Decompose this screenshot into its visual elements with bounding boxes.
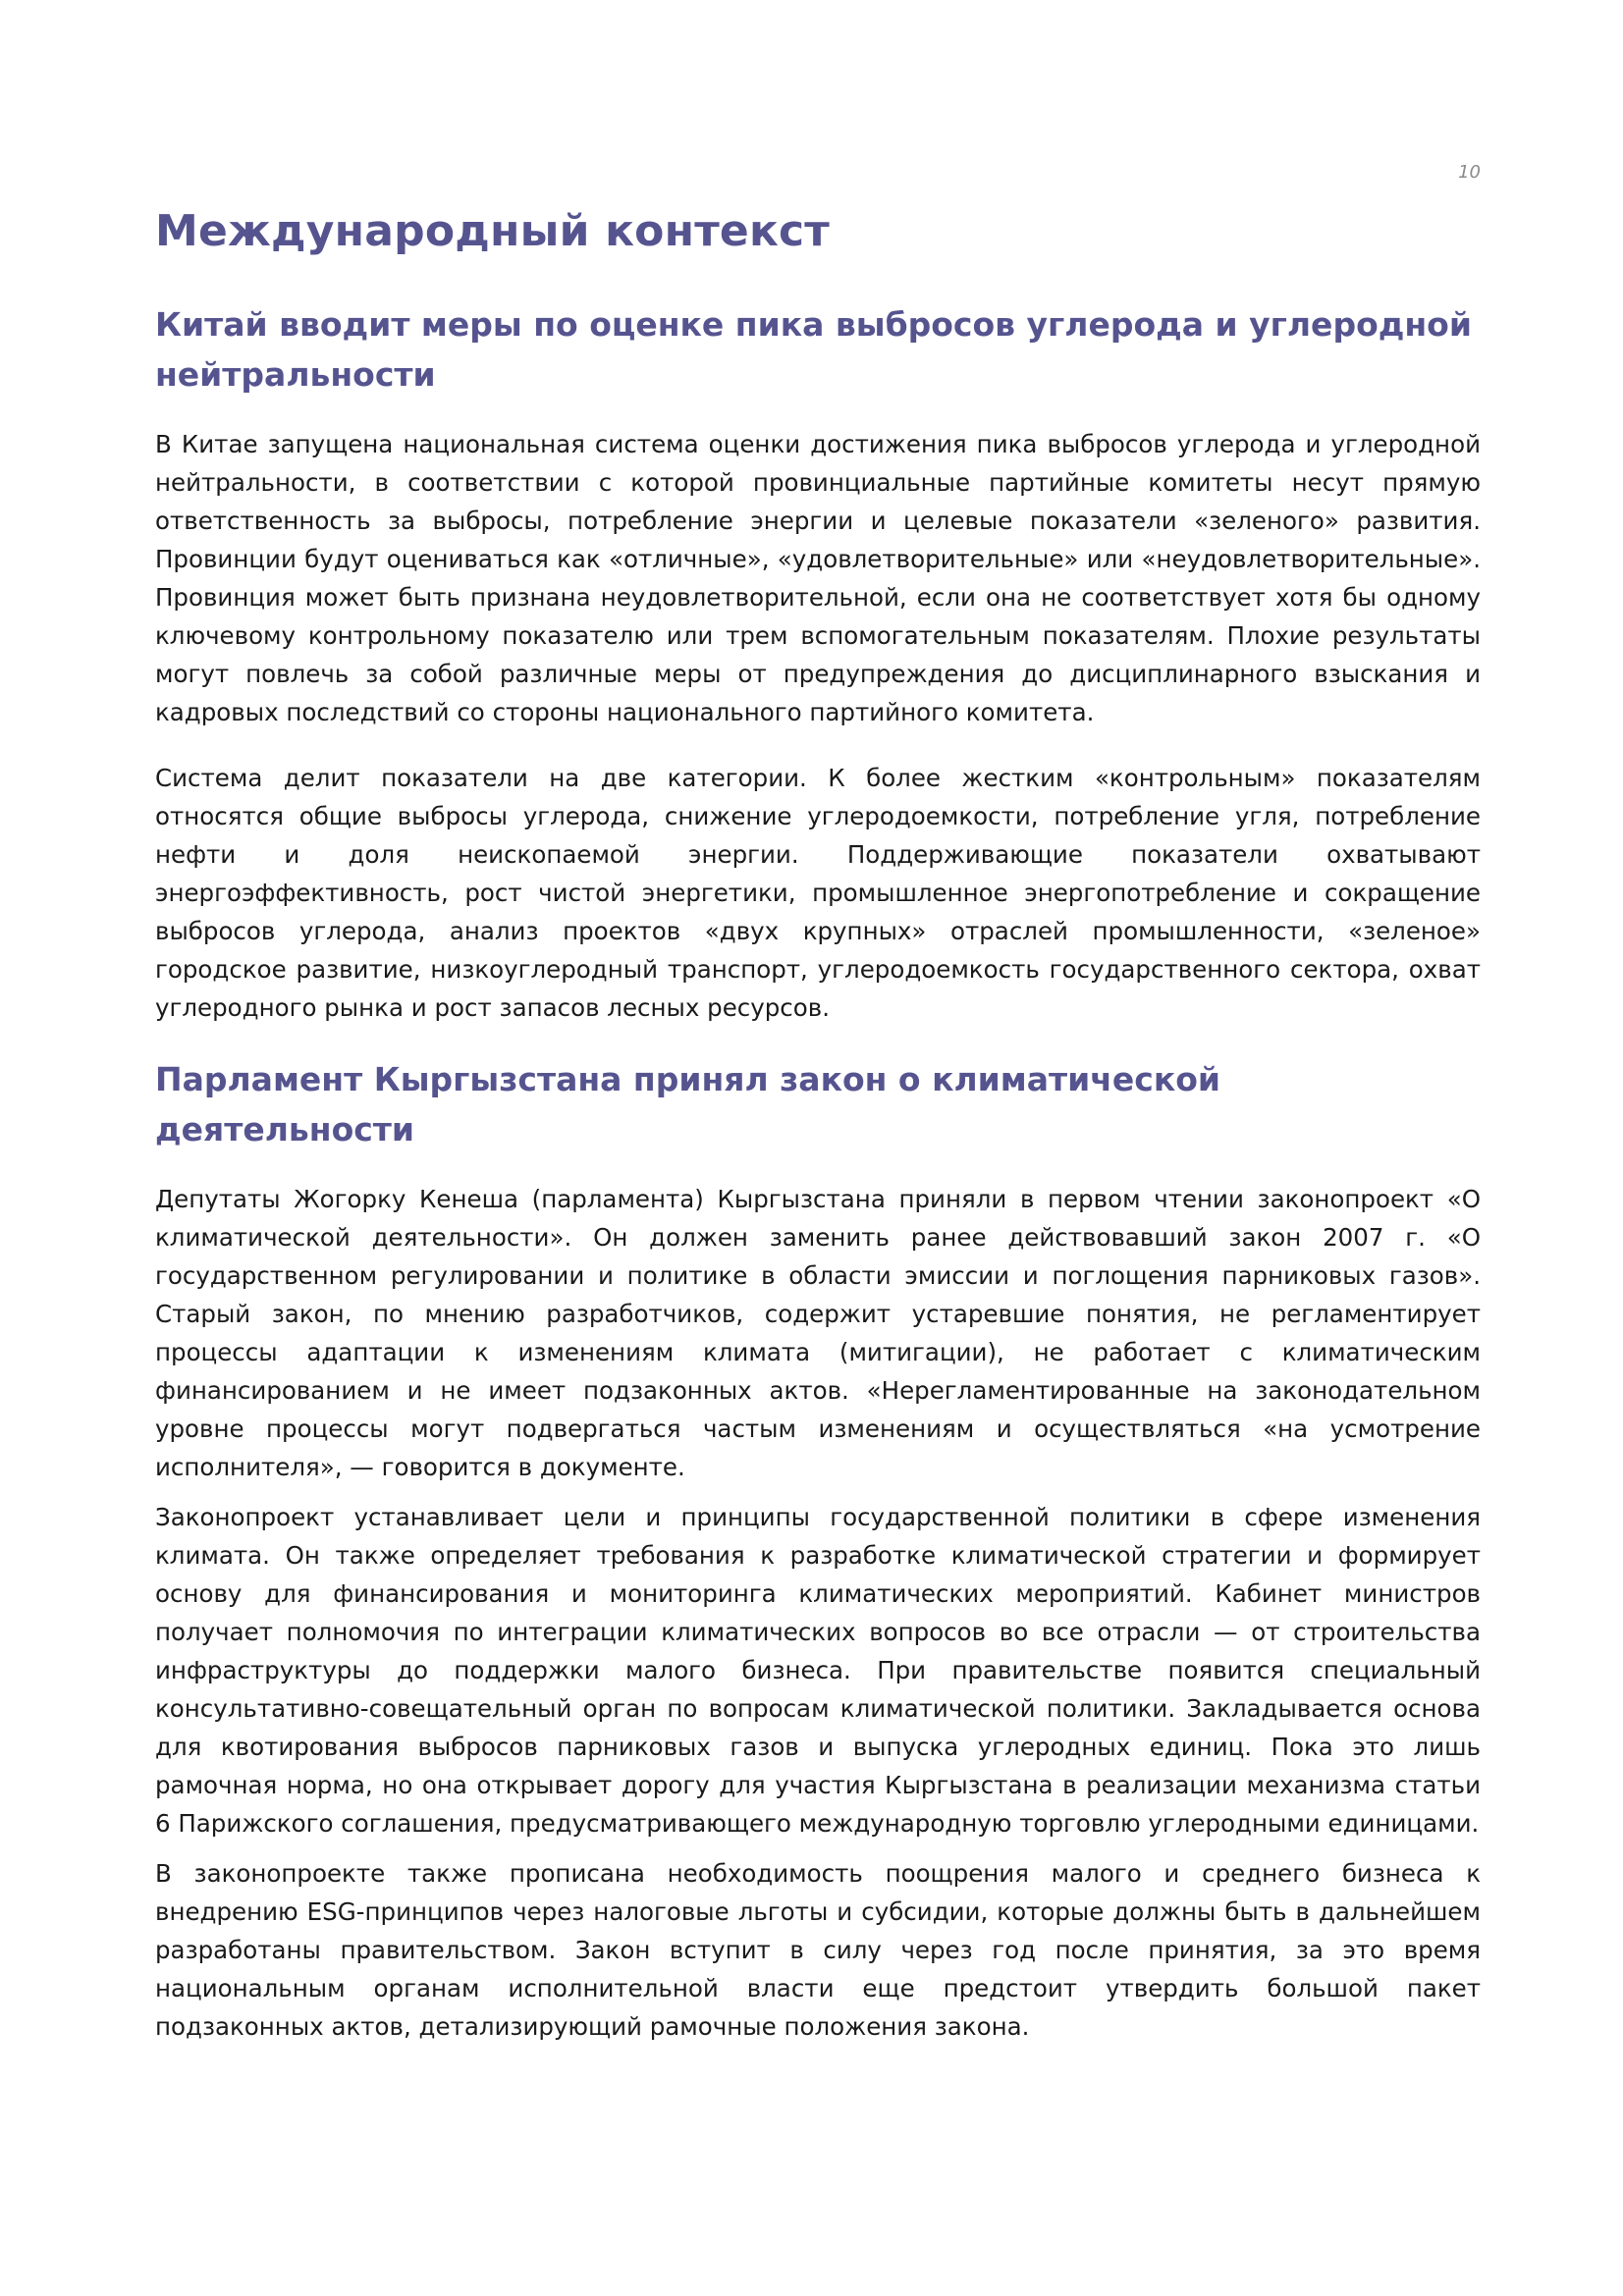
paragraph-kyrgyzstan-1: Депутаты Жогорку Кенеша (парламента) Кыргызстана приняли в первом чтении законопроект «О климатической деятельности». Он должен заменить ранее действовавший закон 2007 г. «О государственном регулировании и политике в области эмиссии и поглощения парниковых газов». Старый закон, по мнению разработчиков, содержит устаревшие понятия, не регламентирует процессы адаптации к изменениям климата (митигации), не работает с климатическим финансированием и не имеет подзаконных актов. «Нерегламентированные на законодательном уровне процессы могут подвергаться частым изменениям и осуществляться «на усмотрение исполнителя», — говорится в документе. [155, 1184, 1481, 1481]
paragraph-china-2: Система делит показатели на две категории. К более жестким «контрольным» показателям относятся общие выбросы углерода, снижение углеродоемкости, потребление угля, потребление нефти и доля неископаемой энергии. Поддерживающие показатели охватывают энергоэффективность, рост чистой энергетики, промышленное энергопотребление и сокращение выбросов углерода, анализ проектов «двух крупных» отраслей промышленности, «зеленое» городское развитие, низкоуглеродный транспорт, углеродоемкость государственного сектора, охват углеродного рынка и рост запасов лесных ресурсов. [155, 763, 1481, 1022]
section-heading-china: Китай вводит меры по оценке пика выбросов углерода и углеродной нейтральности [155, 304, 1472, 394]
paragraph-kyrgyzstan-2: Законопроект устанавливает цели и принципы государственной политики в сфере изменения климата. Он также определяет требования к разработке климатической стратегии и формирует основу для финансирования и мониторинга климатических мероприятий. Кабинет министров получает полномочия по интеграции климатических вопросов во все отрасли — от строительства инфраструктуры до поддержки малого бизнеса. При правительстве появится специальный консультативно-совещательный орган по вопросам климатической политики. Закладывается основа для квотирования выбросов парниковых газов и выпуска углеродных единиц. Пока это лишь рамочная норма, но она открывает дорогу для участия Кыргызстана в реализации механизма статьи 6 Парижского соглашения, предусматривающего международную торговлю углеродными единицами. [155, 1502, 1481, 1838]
page-title: Международный контекст [155, 206, 831, 256]
document-body [155, 206, 1481, 2046]
page-number: 10 [1458, 162, 1481, 183]
paragraph-kyrgyzstan-3: В законопроекте также прописана необходимость поощрения малого и среднего бизнеса к внедрению ESG-принципов через налоговые льготы и субсидии, которые должны быть в дальнейшем разработаны правительством. Закон вступит в силу через год после принятия, за это время национальным органам исполнительной власти еще предстоит утвердить большой пакет подзаконных актов, детализирующий рамочные положения закона. [155, 1858, 1481, 2041]
section-heading-kyrgyzstan: Парламент Кыргызстана принял закон о климатической деятельности [155, 1059, 1221, 1148]
paragraph-china-1: В Китае запущена национальная система оценки достижения пика выбросов углерода и углеродной нейтральности, в соответствии с которой провинциальные партийные комитеты несут прямую ответственность за выбросы, потребление энергии и целевые показатели «зеленого» развития. Провинции будут оцениваться как «отличные», «удовлетворительные» или «неудовлетворительные». Провинция может быть признана неудовлетворительной, если она не соответствует хотя бы одному ключевому контрольному показателю или трем вспомогательным показателям. Плохие результаты могут повлечь за собой различные меры от предупреждения до дисциплинарного взыскания и кадровых последствий со стороны национального партийного комитета. [155, 429, 1481, 726]
